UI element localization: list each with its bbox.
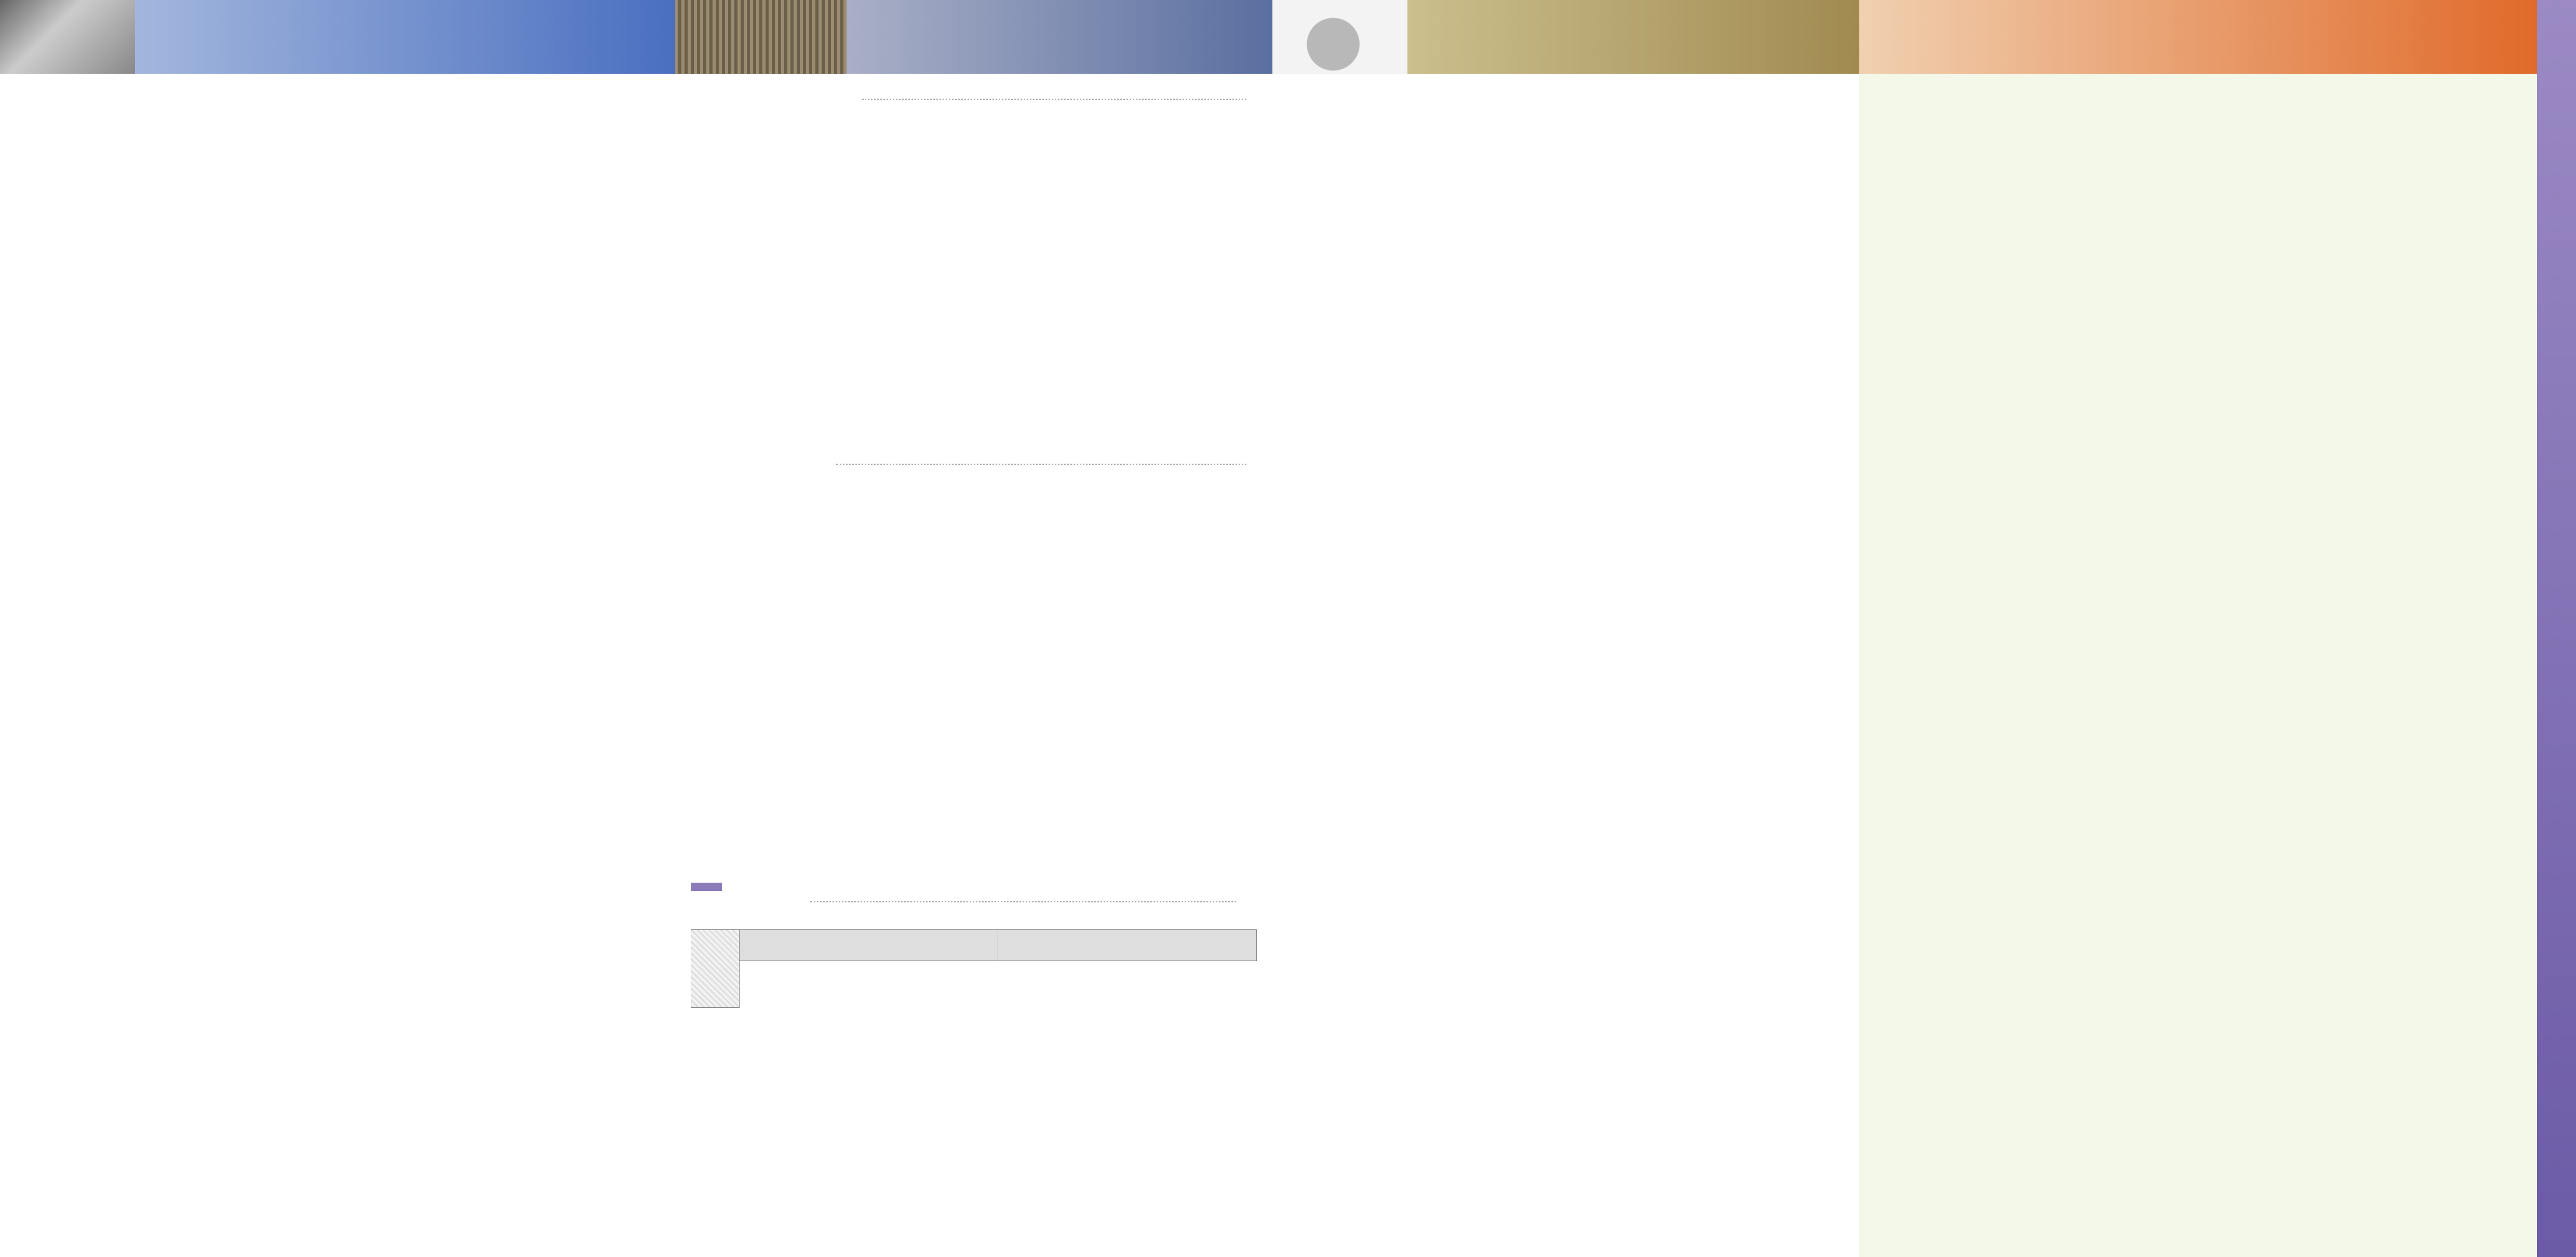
panel-worship <box>675 0 1272 1257</box>
header-bar <box>1272 0 1859 74</box>
panel-district-report <box>1272 0 1859 1257</box>
this-week-header <box>740 930 998 961</box>
committee-table <box>691 929 1257 1241</box>
choir-photo <box>0 0 135 74</box>
congregation-photo <box>675 0 847 74</box>
next-week-header <box>998 930 1257 961</box>
header-bar <box>1859 0 2537 74</box>
side-banner <box>2537 0 2576 1257</box>
title-rule <box>810 901 1236 902</box>
committee-tab <box>691 883 722 891</box>
header-bar <box>0 0 675 74</box>
title-rule <box>862 99 1246 100</box>
header-bar <box>675 0 1272 74</box>
panel-sunday-worship <box>0 0 675 1257</box>
title-rule <box>836 464 1246 465</box>
panel-next-generation <box>1859 0 2576 1257</box>
coins-photo <box>1272 0 1407 74</box>
